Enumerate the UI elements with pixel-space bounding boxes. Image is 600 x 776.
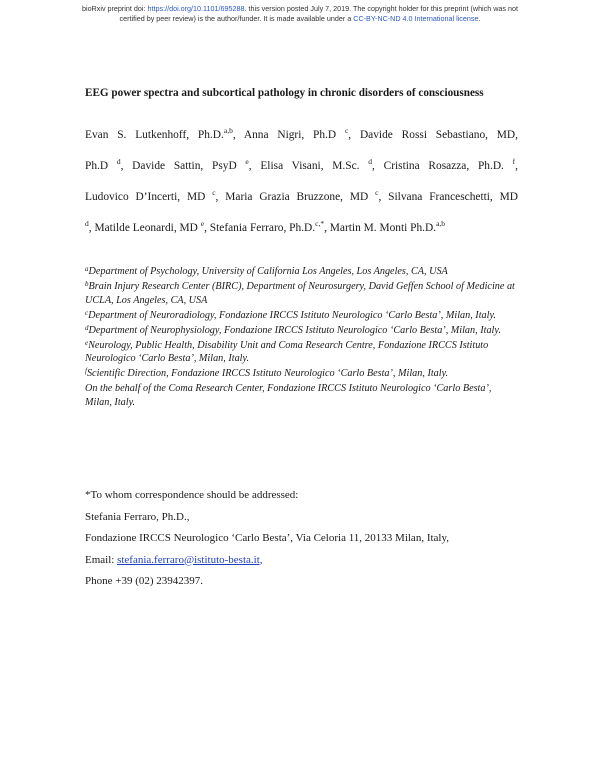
correspondence-phone: Phone +39 (02) 23942397. [85, 575, 204, 587]
correspondence-email-line: Email: stefania.ferraro@istituto-besta.it, [85, 553, 263, 566]
preprint-header-line-2: certified by peer review) is the author/funder. It is made available under a CC-BY-NC-ND 4.0 International license. [119, 13, 481, 23]
author-list [85, 120, 518, 244]
correspondence-address: Fondazione IRCCS Neurologico ‘Carlo Besta’, Via Celoria 11, 20133 Milan, Italy, [85, 532, 450, 544]
affiliation: $^a$Department of Psychology, University of California Los Angeles, Los Angeles, CA, USA [85, 265, 448, 277]
affiliation: $^e$Neurology, Public Health, Disability Unit and Coma Research Centre, Fondazione IRCCS Istituto Neurologico ‘Carlo Besta’, Milan, Italy. [85, 338, 489, 364]
correspondence-note: *To whom correspondence should be addressed: [85, 489, 299, 501]
author-line: $^d$, Matilde Leonardi, MD $^e$, Stefania Ferraro, Ph.D.$^{c,*}$, Martin M. Monti Ph.D.$^{a,b}$ [85, 219, 446, 234]
email-link[interactable]: stefania.ferraro@istituto-besta.it, [117, 553, 263, 566]
preprint-header-line-1: bioRxiv preprint doi: https://doi.org/10.1101/695288. this version posted July 7, 2019. The copyright holder for this preprint (which was not [81, 4, 519, 13]
preprint-header [40, 4, 560, 23]
affiliation: $^b$Brain Injury Research Center (BIRC), Department of Neurosurgery, David Geffen School of Medicine at UCLA, Los Angeles, CA, USA [85, 280, 515, 306]
author-line: Ludovico D’Incerti, MD $^c$, Maria Grazia Bruzzone, MD $^c$, Silvana Franceschetti, MD [85, 188, 519, 203]
paper-title: EEG power spectra and subcortical pathology in chronic disorders of consciousness [85, 87, 484, 99]
author-line: Ph.D $^d$, Davide Sattin, PsyD $^e$, Elisa Visani, M.Sc. $^d$, Cristina Rosazza, Ph.D. $^f$, [85, 157, 518, 172]
affiliation: $^c$Department of Neuroradiology, Fondazione IRCCS Istituto Neurologico ‘Carlo Besta’, Milan, Italy. [85, 308, 496, 321]
affiliation: $^d$Department of Neurophysiology, Fondazione IRCCS Istituto Neurologico ‘Carlo Besta’, Milan, Italy. [85, 323, 501, 336]
correspondence-name: Stefania Ferraro, Ph.D., [85, 510, 190, 523]
license-link[interactable]: CC-BY-NC-ND 4.0 International license [353, 13, 479, 23]
author-line: Evan S. Lutkenhoff, Ph.D.$^{a,b}$, Anna Nigri, Ph.D $^c$, Davide Rossi Sebastiano, MD, [85, 126, 518, 141]
affiliations [85, 265, 518, 411]
doi-link[interactable]: https://doi.org/10.1101/695288 [147, 4, 245, 13]
correspondence-block [85, 485, 525, 593]
affiliation: On the behalf of the Coma Research Center, Fondazione IRCCS Istituto Neurologico ‘Carlo Besta’, Milan, Italy. [85, 383, 492, 408]
affiliation: $^f$Scientific Direction, Fondazione IRCCS Istituto Neurologico ‘Carlo Besta’, Milan, Italy. [85, 367, 449, 379]
